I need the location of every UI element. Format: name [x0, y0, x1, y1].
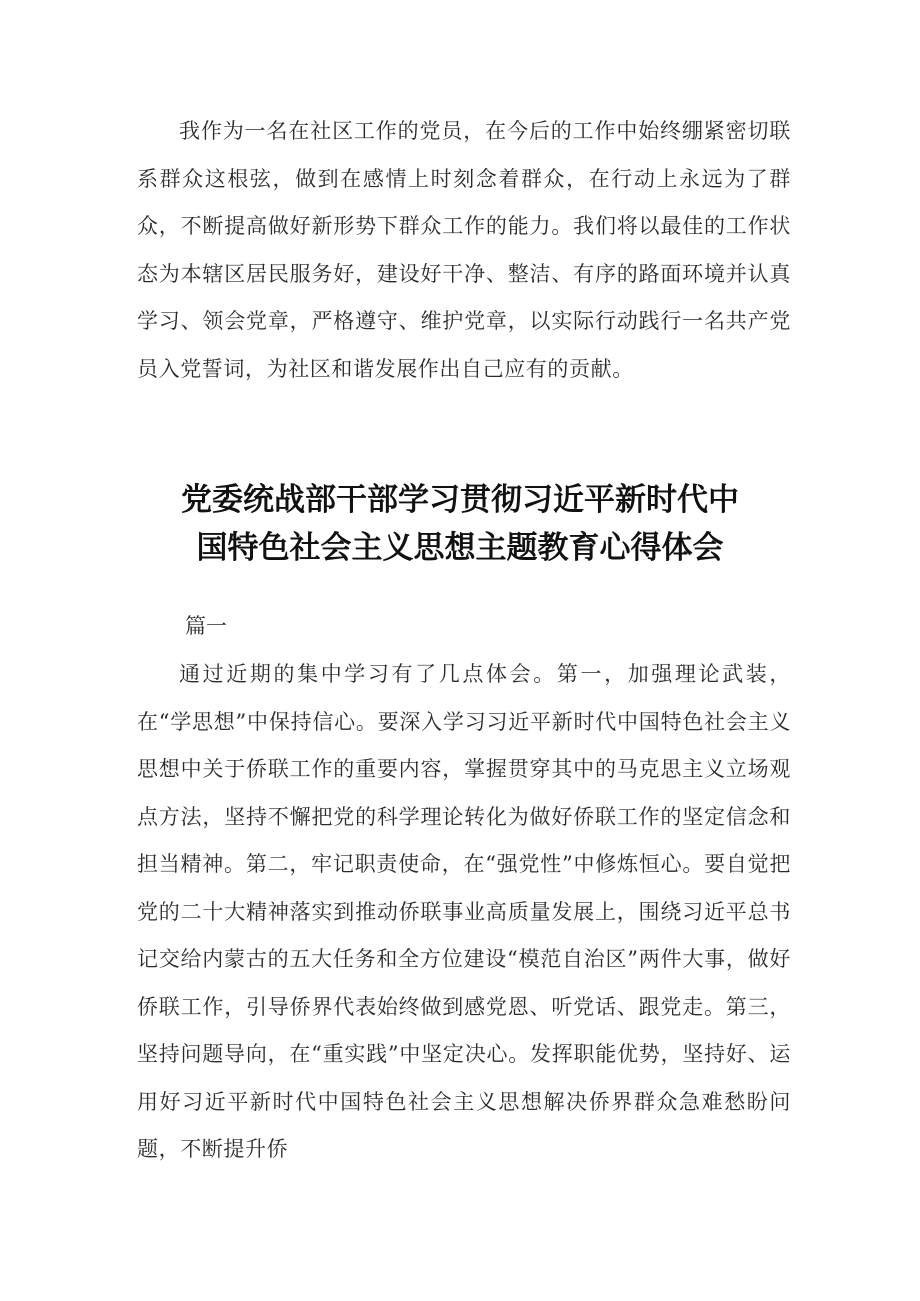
section-label: 篇一 [185, 614, 227, 638]
title-line-2: 国特色社会主义思想主题教育心得体会 [196, 530, 724, 566]
body-paragraph-2: 通过近期的集中学习有了几点体会。第一，加强理论武装，在“学思想”中保持信心。要深入学习习近平新时代中国特色社会主义思想中关于侨联工作的重要内容，掌握贯穿其中的马克思主义立场观点方法，坚持不懈把党的科学理论转化为做好侨联工作的坚定信念和担当精神。第二，牢记职责使命，在“强党性”中修炼恒心。要自觉把党的二十大精神落实到推动侨联事业高质量发展上，围绕习近平总书记交给内蒙古的五大任务和全方位建设“模范自治区”两件大事，做好侨联工作，引导侨界代表始终做到感党恩、听党话、跟党走。第三，坚持问题导向，在“重实践”中坚定决心。发挥职能优势，坚持好、运用好习近平新时代中国特色社会主义思想解决侨界群众急难愁盼问题，不断提升侨 [137, 662, 791, 1161]
article-title [120, 476, 800, 572]
title-line-1: 党委统战部干部学习贯彻习近平新时代中 [181, 482, 739, 518]
body-paragraph-1: 我作为一名在社区工作的党员，在今后的工作中始终绷紧密切联系群众这根弦，做到在感情上时刻念着群众，在行动上永远为了群众，不断提高做好新形势下群众工作的能力。我们将以最佳的工作状态为本辖区居民服务好，建设好干净、整洁、有序的路面环境并认真学习、领会党章，严格遵守、维护党章，以实际行动践行一名共产党员入党誓词，为社区和谐发展作出自己应有的贡献。 [137, 119, 791, 381]
